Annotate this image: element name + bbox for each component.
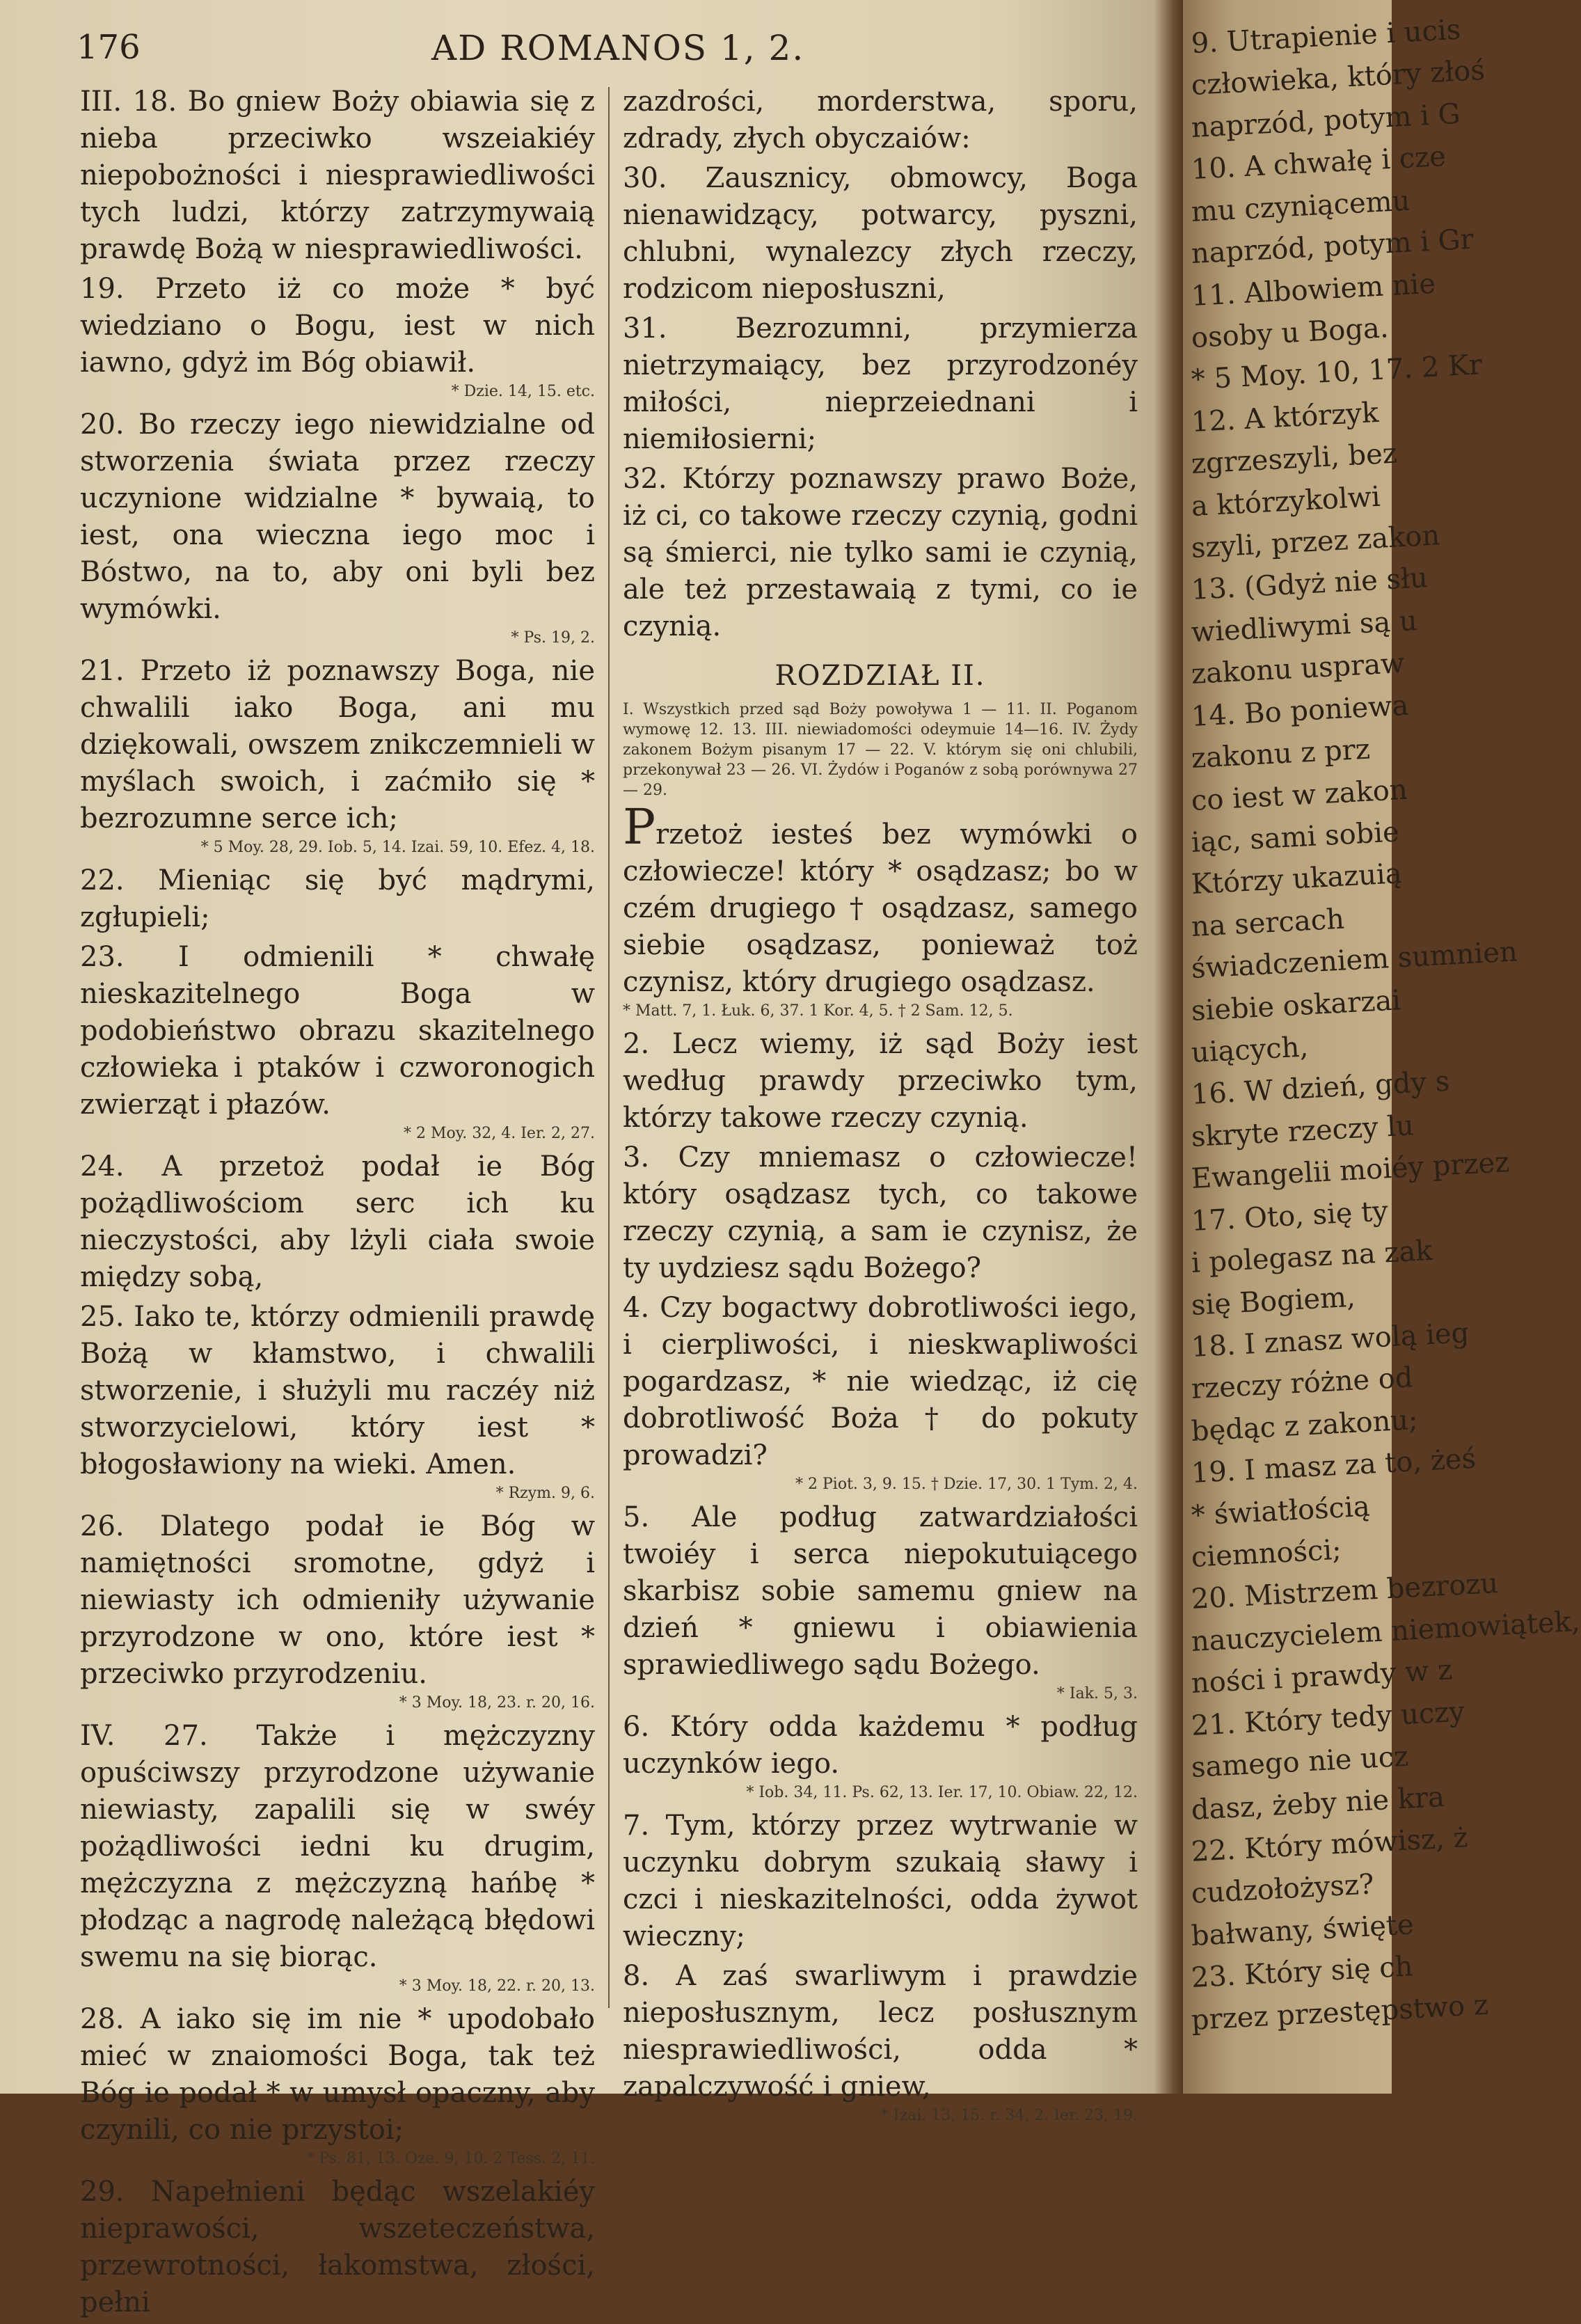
verse-reference: * Dzie. 14, 15. etc. — [451, 383, 595, 400]
facing-page-line: cudzołożysz? — [1190, 1868, 1375, 1911]
facing-page-line: siebie oskarzai — [1190, 983, 1402, 1027]
facing-page-fragment — [1183, 0, 1581, 2094]
page-number: 176 — [77, 28, 141, 67]
verse-text: III. 18. Bo gniew Boży obiawia się z nieba przeciwko wszeiakiéy niepobożności i niesprawiedliwości tych ludzi, którzy zatrzymywaią prawdę Bożą w niesprawiedliwości. — [80, 86, 595, 265]
verse — [623, 160, 1138, 308]
facing-page-line: dasz, żeby nie kra — [1190, 1780, 1446, 1826]
verse-reference: * 2 Moy. 32, 4. Ier. 2, 27. — [404, 1125, 595, 1142]
facing-page-line: * światłością — [1190, 1490, 1371, 1532]
left-column — [80, 84, 595, 2324]
facing-page-line: się Bogiem, — [1190, 1281, 1356, 1322]
facing-page-line: 13. (Gdyż nie słu — [1190, 562, 1429, 607]
verse-text: 3. Czy mniemasz o człowiecze! który osądzasz tych, co takowe rzeczy czynią, a sam ie czynisz, że ty uydziesz sądu Bożego? — [623, 1141, 1138, 1284]
verse-text: 28. A iako się im nie * upodobało mieć w znaiomości Boga, tak też Bóg ie podał * w umysł opaczny, aby czynili, co nie przystoi; — [80, 2003, 595, 2146]
facing-page-line: na sercach — [1190, 903, 1345, 943]
facing-page-line: a którzykolwi — [1190, 480, 1381, 523]
column-divider — [608, 87, 610, 2008]
verse-text: IV. 27. Także i mężczyzny opuściwszy przyrodzone używanie niewiasty, zapalili się w swéy pożądliwości iedni ku drugim, mężczyzna z mężczyzną hańbę * płodząc a nagrodę należącą błędowi swemu na się biorąc. — [80, 1720, 595, 1973]
verse — [80, 271, 595, 381]
facing-page-line: 20. Mistrzem bezrozu — [1190, 1567, 1500, 1616]
facing-page-line: zakonu z prz — [1190, 733, 1371, 775]
facing-page-line: samego nie ucz — [1190, 1740, 1410, 1785]
facing-page-line: uiących, — [1190, 1031, 1310, 1069]
facing-page-line: 19. I masz za to, żeś — [1190, 1442, 1477, 1490]
first-verse-text: rzetoż iesteś bez wymówki o człowiecze! który * osądzasz; bo w czém drugiego † osądzasz, samego siebie osądzasz, ponieważ toż czynisz, który drugiego osądzasz. — [623, 819, 1138, 998]
facing-page-line: * 5 Moy. 10, 17. 2 Kr — [1190, 349, 1484, 397]
running-title: AD ROMANOS 1, 2. — [431, 28, 805, 68]
chapter-heading: ROZDZIAŁ II. — [774, 660, 986, 692]
facing-page-line: skryte rzeczy lu — [1190, 1109, 1415, 1153]
facing-page-line: wiedliwymi są u — [1190, 604, 1418, 649]
chapter-summary: I. Wszystkich przed sąd Boży powoływa 1 — 11. II. Poganom wymowę 12. 13. III. niewiadomości odeymuie 14—16. IV. Żydy zakonem Bożym pisanym 17 — 22. V. którym się oni chlubili, przekonywał 23 — 26. VI. Żydów i Poganów z sobą porównywa 27 — 29. — [623, 701, 1138, 799]
verse-reference: * Ps. 81, 13. Oze. 9, 10. 2 Tess. 2, 11. — [306, 2150, 595, 2167]
facing-page-line: iąc, sami sobie — [1190, 816, 1400, 859]
facing-page-line: zakonu uspraw — [1190, 647, 1406, 691]
facing-page-line: i polegasz na zak — [1190, 1234, 1433, 1280]
verse-reference: * Matt. 7, 1. Łuk. 6, 37. 1 Kor. 4, 5. † 2 Sam. 12, 5. — [623, 1002, 1013, 1020]
facing-page-line: 21. Który tedy uczy — [1190, 1695, 1465, 1742]
facing-page-line: 16. W dzień, gdy s — [1190, 1065, 1451, 1112]
facing-page-line: przez przestępstwo z — [1190, 1989, 1489, 2037]
facing-page-line: 23. Który się ch — [1190, 1950, 1414, 1995]
verse — [80, 653, 595, 837]
verse-reference: * Rzym. 9, 6. — [495, 1485, 595, 1502]
verse — [80, 406, 595, 628]
facing-page-line: 9. Utrapienie i ucis — [1190, 13, 1462, 60]
verse — [623, 461, 1138, 645]
initial-letter: P — [623, 798, 656, 855]
facing-page-line: mu czyniącemu — [1190, 184, 1411, 228]
facing-page-line: ciemności; — [1190, 1533, 1342, 1574]
verse-text: 21. Przeto iż poznawszy Boga, nie chwalili iako Boga, ani mu dziękowali, owszem znikczemnieli w myślach swoich, i zaćmiło się * bezrozumne serce ich; — [80, 655, 595, 835]
facing-page-line: 14. Bo poniewa — [1190, 689, 1410, 733]
verse-text: 22. Mieniąc się być mądrymi, zgłupieli; — [80, 864, 595, 933]
verse — [623, 1808, 1138, 1955]
verse-reference: * 3 Moy. 18, 22. r. 20, 13. — [399, 1977, 595, 1995]
page-header — [77, 28, 1148, 77]
verses-continued — [623, 84, 1138, 645]
verse-text: 19. Przeto iż co może * być wiedziano o Bogu, iest w nich iawno, gdyż im Bóg obiawił. — [80, 273, 595, 379]
verse-text: 25. Iako te, którzy odmienili prawdę Bożą w kłamstwo, i chwalili stworzenie, i służyli mu raczéy niż stworzycielowi, który iest * błogosławiony na wieki. Amen. — [80, 1301, 595, 1480]
verse-text: 20. Bo rzeczy iego niewidzialne od stworzenia świata przez rzeczy uczynione widzialne * bywaią, to iest, ona wieczna iego moc i Bóstwo, na to, aby oni byli bez wymówki. — [80, 409, 595, 625]
facing-page-line: zgrzeszyli, bez — [1190, 437, 1398, 481]
verse-text: 8. A zaś swarliwym i prawdzie nieposłusznym, lecz posłusznym niesprawiedliwości, odda * zapalczywość i gniew, — [623, 1960, 1138, 2103]
verse-reference: * Izai. 13, 15. r. 34, 2. Ier. 23, 19. — [880, 2107, 1138, 2124]
verse — [623, 1026, 1138, 1137]
facing-page-line: 12. A którzyk — [1190, 396, 1380, 438]
verse — [80, 1148, 595, 1296]
facing-page-line: osoby u Boga. — [1190, 312, 1390, 354]
facing-page-line: 11. Albowiem nie — [1190, 267, 1437, 313]
facing-page-line: naprzód, potym i G — [1190, 97, 1461, 144]
verse-text: 31. Bezrozumni, przymierza nietrzymaiący, bez przyrodzonéy miłości, nieprzeiednani i niemiłosierni; — [623, 313, 1138, 455]
facing-page-line: Którzy ukazuią — [1190, 857, 1403, 901]
right-column — [623, 84, 1138, 2131]
verses-chapter-2 — [623, 1026, 1138, 2126]
verse-text: 32. Którzy poznawszy prawo Boże, iż ci, co takowe rzeczy czynią, godni są śmierci, nie tylko sami ie czynią, ale też przestawaią z tymi, co ie czynią. — [623, 463, 1138, 642]
chapter-first-verse — [623, 798, 1138, 1001]
verse-reference: * Iak. 5, 3. — [1056, 1685, 1138, 1702]
verse — [80, 1508, 595, 1693]
verse-text: 30. Zausznicy, obmowcy, Boga nienawidzący, potwarcy, pyszni, chlubni, wynalezcy złych rzeczy, rodzicom nieposłuszni, — [623, 162, 1138, 305]
facing-page-line: nauczycielem niemowiątek, — [1190, 1605, 1581, 1658]
verse — [80, 1299, 595, 1483]
verse — [623, 1139, 1138, 1287]
verse-text: 7. Tym, którzy przez wytrwanie w uczynku dobrym szukaią sławy i czci i nieskazitelności, odda żywot wieczny; — [623, 1810, 1138, 1952]
verse-text: 24. A przetoż podał ie Bóg pożądliwościom serc ich ku nieczystości, aby lżyli ciała swoie między sobą, — [80, 1151, 595, 1293]
verse-reference: * 2 Piot. 3, 9. 15. † Dzie. 17, 30. 1 Tym. 2, 4. — [795, 1476, 1138, 1493]
facing-page-line: 18. I znasz wolą ieg — [1190, 1317, 1470, 1363]
verse — [80, 2001, 595, 2149]
verse-reference: * Iob. 34, 11. Ps. 62, 13. Ier. 17, 10. Obiaw. 22, 12. — [746, 1784, 1138, 1801]
facing-page-line: 22. Który mówisz, ż — [1190, 1821, 1469, 1868]
facing-page-line: bałwany, święte — [1190, 1908, 1415, 1952]
facing-page-line: naprzód, potym i Gr — [1190, 223, 1475, 271]
facing-page-line: 17. Oto, się ty — [1190, 1194, 1389, 1238]
facing-page-line: świadczeniem sumnien — [1190, 935, 1518, 986]
facing-page-line: co iest w zakon — [1190, 773, 1408, 817]
verse — [623, 84, 1138, 157]
verse-text: 29. Napełnieni będąc wszelakiéy nieprawości, wszeteczeństwa, przewrotności, łakomstwa, złości, pełni — [80, 2176, 595, 2318]
verse-text: zazdrości, morderstwa, sporu, zdrady, złych obyczaiów: — [623, 86, 1138, 155]
verse-reference: * 5 Moy. 28, 29. Iob. 5, 14. Izai. 59, 10. Efez. 4, 18. — [200, 839, 595, 856]
verse-text: 23. I odmienili * chwałę nieskazitelnego Boga w podobieństwo obrazu skazitelnego człowieka i ptaków i czworonogich zwierząt i płazów. — [80, 941, 595, 1121]
verse — [80, 84, 595, 268]
verse — [623, 310, 1138, 458]
verse — [80, 862, 595, 936]
facing-page-line: człowieka, który złoś — [1190, 54, 1486, 102]
verse-text: 4. Czy bogactwy dobrotliwości iego, i cierpliwości, i nieskwapliwości pogardzasz, * nie wiedząc, iż cię dobrotliwość Boża † do pokuty prowadzi? — [623, 1292, 1138, 1471]
verse-text: 26. Dlatego podał ie Bóg w namiętności sromotne, gdyż i niewiasty ich odmieniły używanie przyrodzone w ono, które iest * przeciwko przyrodzeniu. — [80, 1510, 595, 1690]
verse-reference: * 3 Moy. 18, 23. r. 20, 16. — [399, 1694, 595, 1712]
facing-page-line: rzeczy różne od — [1190, 1361, 1414, 1406]
verse — [80, 1718, 595, 1976]
verse-text: 2. Lecz wiemy, iż sąd Boży iest według prawdy przeciwko tym, którzy takowe rzeczy czynią. — [623, 1028, 1138, 1134]
facing-page-line: będąc z zakonu; — [1190, 1403, 1419, 1448]
verse — [80, 939, 595, 1123]
facing-page-line: ności i prawdy w z — [1190, 1654, 1454, 1700]
verse — [623, 1958, 1138, 2105]
verse-text: 5. Ale podług zatwardziałości twoiéy i serca niepokutuiącego skarbisz sobie samemu gniew na dzień * gniewu i obiawienia sprawiedliwego sądu Bożego. — [623, 1501, 1138, 1681]
verse — [623, 1709, 1138, 1782]
verse-reference: * Ps. 19, 2. — [511, 629, 595, 647]
facing-page-line: szyli, przez zakon — [1190, 519, 1441, 564]
facing-page-line: Ewangelii moiéy przez — [1190, 1146, 1511, 1196]
verse — [623, 1290, 1138, 1474]
facing-page-line: 10. A chwałę i cze — [1190, 141, 1447, 187]
verse — [623, 1499, 1138, 1684]
verse — [80, 2174, 595, 2321]
verse-text: 6. Który odda każdemu * podług uczynków iego. — [623, 1711, 1138, 1780]
